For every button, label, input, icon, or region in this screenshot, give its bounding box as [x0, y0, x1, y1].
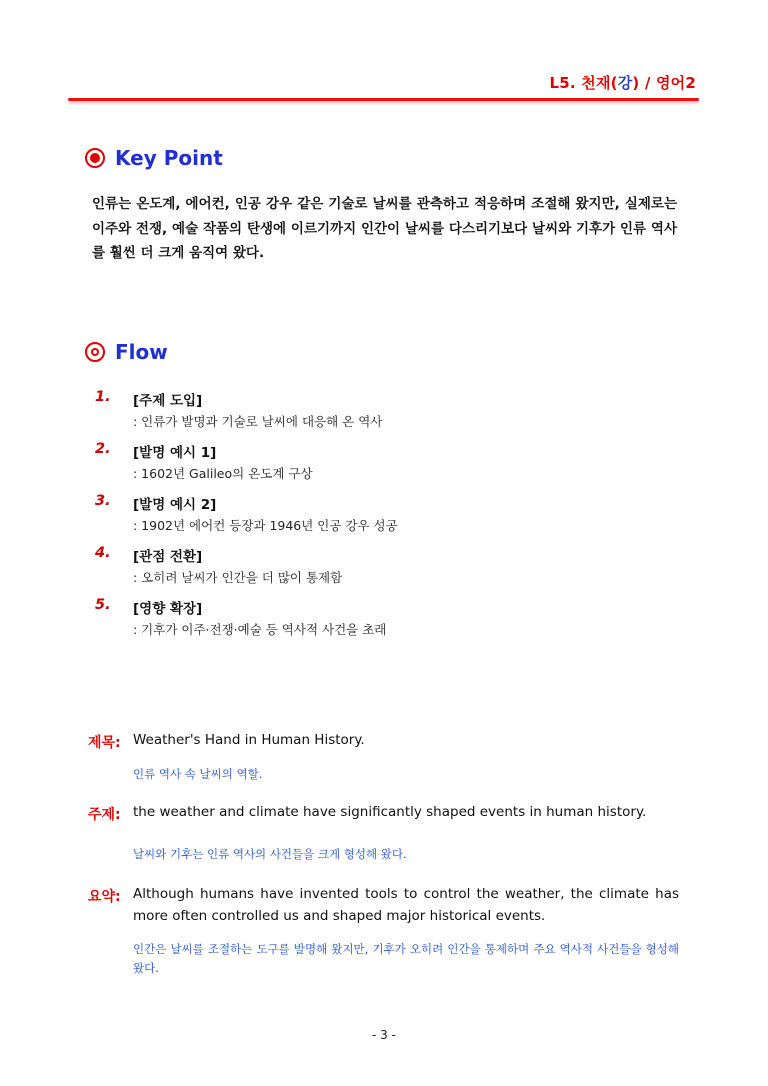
flow-description: : 1602년 Galileo의 온도계 구상	[133, 466, 313, 481]
summary-korean: 인간은 날씨를 조절하는 도구를 발명해 왔지만, 기후가 오히려 인간을 통제하며 주요 역사적 사건들을 형성해 왔다.	[133, 942, 679, 975]
header-paren: )	[632, 74, 640, 92]
flow-number: 1.	[95, 389, 111, 405]
flow-heading-text: [발명 예시 1]	[133, 445, 217, 461]
header-rule	[68, 98, 699, 101]
header-author: 강	[617, 74, 633, 92]
flow-description: : 오히려 날씨가 인간을 더 많이 통제함	[133, 570, 343, 585]
flow-number: 4.	[95, 545, 111, 561]
flow-description: : 1902년 에어컨 등장과 1946년 인공 강우 성공	[133, 518, 398, 533]
header-subject: / 영어2	[639, 74, 696, 92]
theme-korean: 날씨와 기후는 인류 역사의 사건들을 크게 형성해 왔다.	[133, 847, 407, 861]
theme-english: the weather and climate have significantly shaped events in human history.	[133, 804, 647, 820]
key-point-text: 인류는 온도계, 에어컨, 인공 강우 같은 기술로 날씨를 관측하고 적응하며 조절해 왔지만, 실제로는 이주와 전쟁, 예술 작품의 탄생에 이르기까지 인간이 날씨를 다스리기보다 날씨와 기후가 인류 역사를 훨씬 더 크게 움직여 왔다.	[92, 196, 677, 261]
title-english: Weather's Hand in Human History.	[133, 732, 365, 748]
theme-label: 주제:	[88, 807, 121, 823]
double-circle-bullet-icon	[85, 342, 105, 362]
key-point-heading	[85, 146, 223, 170]
flow-description: : 기후가 이주·전쟁·예술 등 역사적 사건을 초래	[133, 622, 387, 637]
flow-heading	[85, 340, 168, 364]
summary-label: 요약:	[88, 889, 121, 905]
header-lesson: L5.	[549, 74, 576, 92]
flow-number: 3.	[95, 493, 111, 509]
flow-heading-text: [주제 도입]	[133, 393, 203, 409]
filled-circle-bullet-icon	[85, 148, 105, 168]
flow-heading-text: [관점 전환]	[133, 549, 203, 565]
title-korean: 인류 역사 속 날씨의 역할.	[133, 767, 263, 781]
summary-english: Although humans have invented tools to control the weather, the climate has more often controlled us and shaped major historical events.	[133, 886, 679, 924]
flow-heading-text: [영향 확장]	[133, 601, 203, 617]
title-label: 제목:	[88, 735, 121, 751]
flow-title: Flow	[115, 340, 168, 364]
flow-number: 5.	[95, 597, 111, 613]
header-publisher: 천재(	[581, 74, 618, 92]
flow-heading-text: [발명 예시 2]	[133, 497, 217, 513]
page-number: - 3 -	[372, 1028, 396, 1042]
flow-number: 2.	[95, 441, 111, 457]
flow-description: : 인류가 발명과 기술로 날씨에 대응해 온 역사	[133, 414, 383, 429]
key-point-title: Key Point	[115, 146, 223, 170]
header-title	[550, 72, 696, 93]
